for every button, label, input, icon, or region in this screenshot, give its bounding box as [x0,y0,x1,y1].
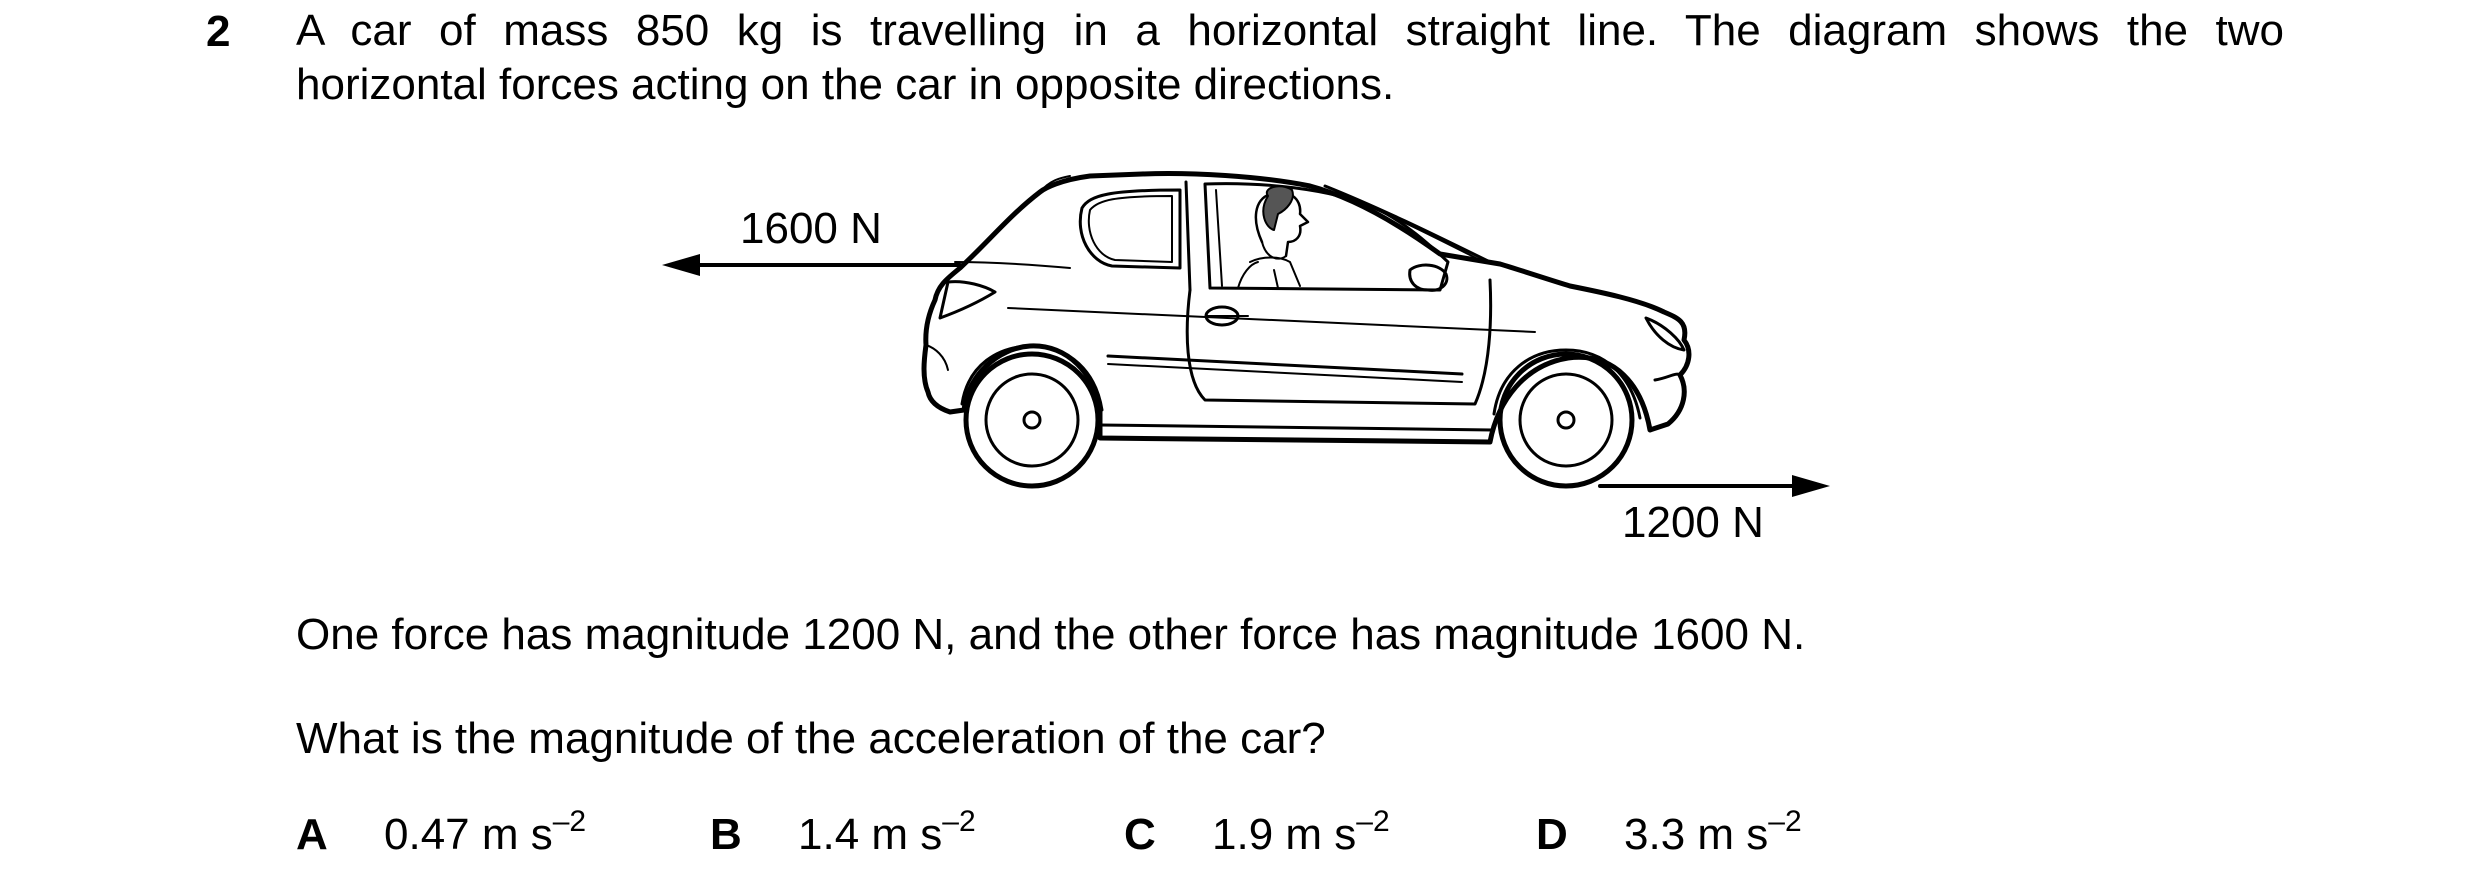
force-magnitudes-sentence: One force has magnitude 1200 N, and the other force has magnitude 1600 N. [296,610,1806,659]
option-c[interactable] [1124,805,1390,867]
option-letter: D [1536,810,1568,859]
stem-line-1: A car of mass 850 kg is travelling in a horizontal straight line. The diagram shows the two [296,6,2284,55]
option-value: 3.3 m s [1624,810,1769,859]
left-force-arrow [662,254,960,276]
option-b[interactable] [710,805,976,867]
option-a[interactable] [296,805,587,867]
option-letter: C [1124,810,1156,859]
option-value: 1.4 m s [798,810,943,859]
option-letter: A [296,810,328,859]
option-value: 1.9 m s [1212,810,1357,859]
left-force-label: 1600 N [740,204,882,253]
option-exponent: –2 [942,805,976,838]
option-d[interactable] [1536,805,1802,867]
right-force-arrow [1600,475,1830,497]
right-force-label: 1200 N [1622,498,1764,547]
driver-figure [1238,186,1308,288]
option-letter: B [710,810,742,859]
option-exponent: –2 [1356,805,1390,838]
option-value: 0.47 m s [384,810,553,859]
question-number: 2 [206,7,231,56]
option-exponent: –2 [1768,805,1802,838]
option-exponent: –2 [552,805,587,838]
acceleration-question: What is the magnitude of the acceleration of the car? [296,714,1326,763]
rear-wheel [1494,350,1640,486]
stem-line-2: horizontal forces acting on the car in opposite directions. [296,60,1395,109]
